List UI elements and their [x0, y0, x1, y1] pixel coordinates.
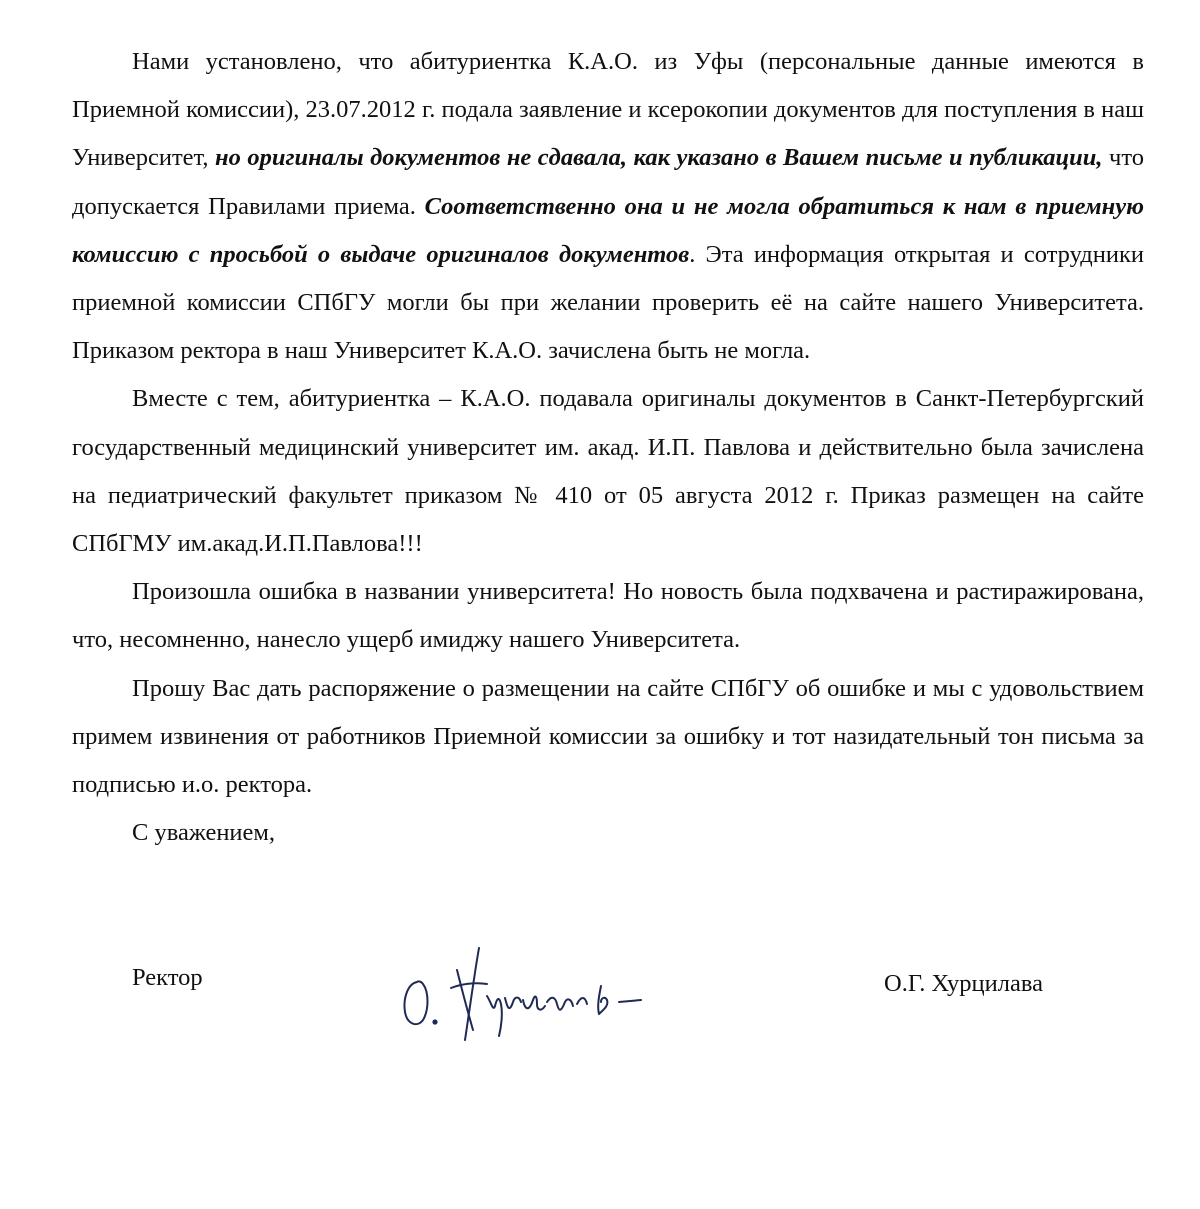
paragraph-1-text-c: . Эта информация открытая и сотрудники приемной комиссии СПбГУ могли бы при желании проверить её на сайте нашего Университета. Приказом ректора в наш Университет К.А.О. зачислена быть не могла. — [72, 240, 1144, 365]
paragraph-1-text-a: Нами установлено, что абитуриентка К.А.О. из Уфы (персональные данные имеются в Приемной комиссии), 23.07.2012 г. подала заявление и ксерокопии документов для поступления в наш Университет, — [72, 48, 1144, 172]
closing-salutation: С уважением, — [132, 819, 276, 847]
paragraph-1 — [72, 38, 1144, 375]
signatory-name: О.Г. Хурцилава — [884, 970, 1043, 997]
paragraph-4: Прошу Вас дать распоряжение о размещении на сайте СПбГУ об ошибке и мы с удовольствием примем извинения от работников Приемной комиссии за ошибку и тот назидательный тон письма за подписью и.о. ректора. — [72, 674, 1144, 799]
handwritten-signature — [395, 940, 655, 1050]
signature-block — [0, 940, 1200, 1080]
paragraph-2: Вместе с тем, абитуриентка – К.А.О. подавала оригиналы документов в Санкт-Петербургский государственный медицинский университет им. акад. И.П. Павлова и действительно была зачислена на педиатрический факультет приказом № 410 от 05 августа 2012 г. Приказ размещен на сайте СПбГМУ им.акад.И.П.Павлова!!! — [72, 385, 1144, 558]
letter-body — [72, 38, 1144, 857]
paragraph-1-emphasis-a: но оригиналы документов не сдавала, как указано в Вашем письме и публикации, — [215, 144, 1103, 172]
paragraph-1-emphasis-b: Соответственно она и не могла обратиться к нам в приемную комиссию с просьбой о выдаче оригиналов документов — [72, 192, 1144, 268]
paragraph-3: Произошла ошибка в названии университета! Но новость была подхвачена и растиражирована, что, несомненно, нанесло ущерб имиджу нашего Университета. — [72, 578, 1144, 654]
signatory-title: Ректор — [132, 964, 203, 991]
paragraph-1-text-b: что допускается Правилами приема. — [72, 144, 1144, 220]
